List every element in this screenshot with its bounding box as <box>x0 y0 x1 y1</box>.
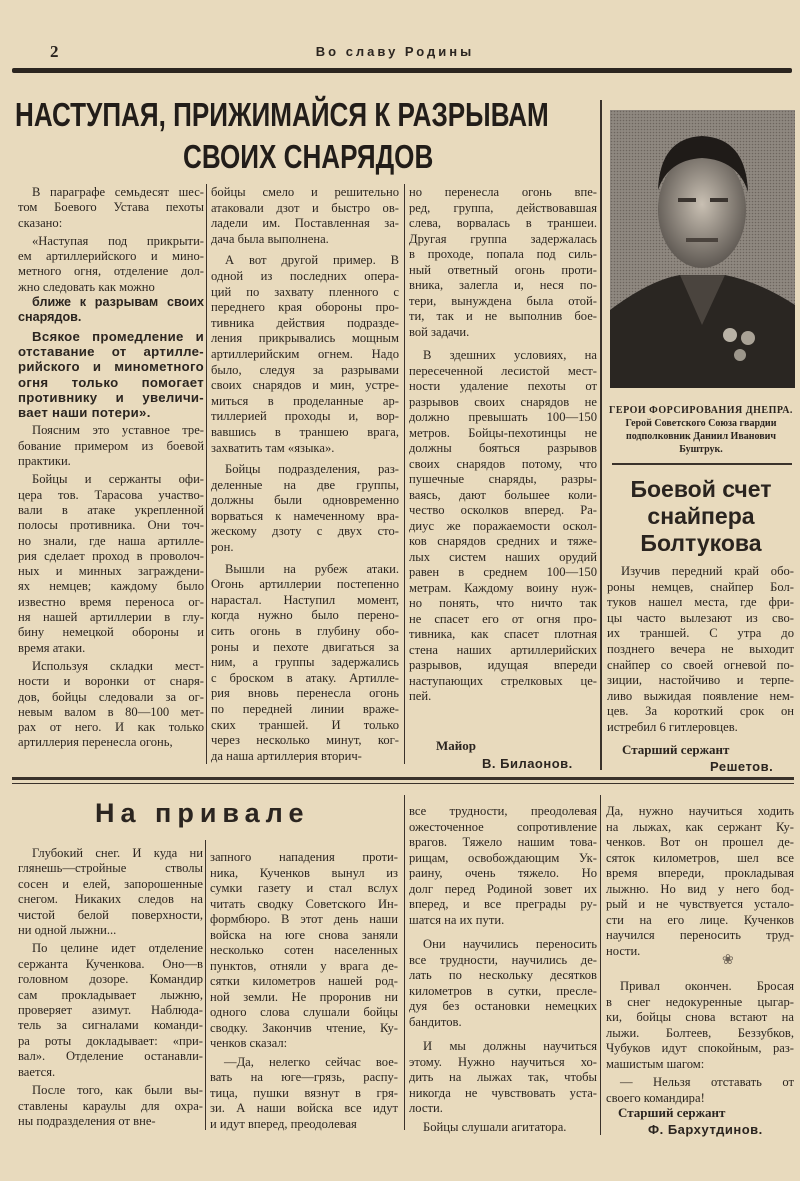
text-line: ти, так и не выполнив бое- <box>409 309 597 323</box>
text-line: жескому дзоту с двух сто- <box>211 524 399 539</box>
paragraph <box>409 1039 597 1117</box>
text-line: ним, а группы задержались <box>211 655 399 670</box>
portrait-photo <box>610 110 795 388</box>
text-line: ни одной лыжни... <box>18 923 117 938</box>
text-line: рон. <box>211 540 234 555</box>
text-line: проверяет азимут. Наблюда- <box>18 1003 203 1018</box>
text-line: тица, пушки вязнут в гря- <box>210 1085 398 1100</box>
text-line: миться в проделанные ар- <box>211 393 399 408</box>
bottom-column-2 <box>210 847 398 1132</box>
text-line: И мы должны научиться <box>423 1039 597 1053</box>
caption-title: ГЕРОИ ФОРСИРОВАНИЯ ДНЕПРА. <box>609 405 793 416</box>
paragraph <box>211 462 399 556</box>
text-line: через несколько минут, ког- <box>211 733 399 748</box>
article-column-1 <box>18 182 204 751</box>
text-line: захватить там «языка». <box>211 440 335 455</box>
paragraph <box>409 937 597 1030</box>
text-line: В здешних условиях, на <box>423 348 597 362</box>
paragraph <box>18 1083 203 1129</box>
text-line: рах от него. И как только <box>18 720 204 735</box>
paragraph <box>18 295 204 326</box>
text-line: Бойцы подразделения, раз- <box>225 462 399 477</box>
section-rule <box>12 777 794 780</box>
text-line: рийского и минометного <box>18 359 204 375</box>
text-line: Привал окончен. Бросая <box>620 979 794 993</box>
text-line: когда нужно было перено- <box>211 608 399 623</box>
text-line: дов, бойцы следовали за ог- <box>18 689 204 704</box>
text-line: Вышли на рубеж атаки. <box>225 561 399 576</box>
text-line: не спасет его от огня про- <box>409 611 597 626</box>
text-line: с броском в атаку. Артилле- <box>211 670 399 685</box>
text-line: снарядов. <box>18 310 82 325</box>
text-line: ны подразделения от вне- <box>18 1113 156 1128</box>
paragraph <box>409 348 597 705</box>
text-line: сумки газету и стал вслух <box>210 881 398 895</box>
text-line: метрам. Каждому воину нуж- <box>409 580 597 595</box>
text-line: вперед, и все преграды ру- <box>409 897 597 911</box>
text-line: войска на юге снова заняли <box>210 927 398 942</box>
text-line: зиции, настойчиво и терпе- <box>607 673 794 688</box>
text-line: метного огня, отделение дол- <box>18 264 204 279</box>
text-line: роны немцев, снайпер Бол- <box>607 579 794 594</box>
text-line: километров в сутки, пресле- <box>409 983 597 998</box>
text-line: После того, как были вы- <box>32 1083 203 1098</box>
text-line: — Нельзя отставать от <box>620 1075 794 1089</box>
paragraph <box>409 804 597 928</box>
text-line: По целине идет отделение <box>32 941 203 956</box>
text-line: ливо выжидая появление нем- <box>607 688 794 703</box>
caption-rule <box>612 463 792 465</box>
text-line: должны были одновременно <box>211 493 399 508</box>
text-line: Чубуков идут спокойным, раз- <box>606 1041 794 1055</box>
text-line: сти на его лице. Кученков <box>606 912 794 927</box>
text-line: пунктов, отняли у врага де- <box>210 958 398 973</box>
text-line: было, следуя за разрывами <box>211 362 399 377</box>
text-line: нарастал. Наступил момент, <box>211 592 399 607</box>
text-line: снайпер со своей огневой по- <box>607 657 794 672</box>
text-line: невым валом в 80—100 мет- <box>18 704 204 719</box>
text-line: ня нашей артиллерии в глу- <box>18 610 204 625</box>
text-line: огня только помогает <box>18 374 204 390</box>
text-line: но перенесла огонь впе- <box>409 185 597 199</box>
text-line: стена наших артиллерийских <box>409 642 597 657</box>
author-name: В. Билаонов. <box>482 756 573 771</box>
paragraph <box>409 185 597 340</box>
text-line: ладели им. Поставленная за- <box>211 216 399 231</box>
text-line: рия сделает проход в проволоч- <box>18 548 204 563</box>
author-name: Ф. Бархутдинов. <box>648 1122 763 1137</box>
text-line: ожесточенное сопротивление <box>409 819 597 834</box>
text-line: чистой белой поверхности, <box>18 907 203 922</box>
text-line: ближе к разрывам своих <box>32 295 204 310</box>
text-line: одной из последних опера- <box>211 268 399 283</box>
text-line: рищам, освобождающим Ук- <box>409 850 597 865</box>
text-line: ворваться к намеченному вра- <box>211 508 399 523</box>
text-line: но понять, что ничто так <box>409 596 597 610</box>
column-divider <box>600 100 602 770</box>
text-line: разрывов своих снарядов не <box>409 394 597 409</box>
text-line: но знали, где наша артилле- <box>18 533 204 548</box>
paragraph <box>606 1075 794 1106</box>
text-line: в проходе, попала под силь- <box>409 247 597 261</box>
text-line: дуя без остановки немецких <box>409 999 597 1013</box>
text-line: сяток километров, шел все <box>606 850 794 865</box>
text-line: деленные на две группы, <box>211 477 399 492</box>
paragraph <box>211 562 399 765</box>
text-line: снегом. Никаких следов на <box>18 892 203 907</box>
text-line: бойцы смело и решительно <box>211 185 399 199</box>
paragraph <box>18 941 203 1080</box>
text-line: рый и не чувствуется устало- <box>606 897 794 911</box>
text-line: ченков. Вот он прошел де- <box>606 835 794 849</box>
text-line: сводку. Закончив чтение, Ку- <box>210 1020 398 1035</box>
text-line: глянешь—стройные стволы <box>18 861 203 876</box>
text-line: цера тов. Тарасова участво- <box>18 487 204 502</box>
text-line: Бойцы и сержанты офи- <box>32 472 204 487</box>
text-line: лать по нескольку десятков <box>409 968 597 982</box>
text-line: ной земли. Не проронив ни <box>210 989 398 1004</box>
bottom-column-4 <box>606 801 794 1106</box>
text-line: отставание от артилле- <box>18 343 204 359</box>
text-line: научился переносить труд- <box>606 928 794 942</box>
text-line: ских траншей. И только <box>211 717 399 732</box>
text-line: вается. <box>18 1064 56 1079</box>
text-line: несколько сотен населенных <box>210 943 398 957</box>
caption-text: Герой Советского Союза гвардии подполковник Даниил Иванович Буштрук. <box>625 418 777 455</box>
text-line: ставлены караулы для охра- <box>18 1098 203 1113</box>
author-rank: Майор <box>436 738 476 753</box>
text-line: ра роты докладывает: «при- <box>18 1033 203 1048</box>
newspaper-title: Во славу Родины <box>315 44 475 59</box>
text-line: слева, ворвалась в траншеи. <box>409 216 597 230</box>
text-line: А вот другой пример. В <box>225 253 399 268</box>
text-line: должно превышать 100—150 <box>409 410 597 424</box>
text-line: дить на лыжах так, чтобы <box>409 1070 597 1084</box>
article-column-2 <box>211 182 399 764</box>
paragraph <box>18 234 204 295</box>
text-line: противнику и увеличи- <box>18 389 204 405</box>
text-line: ред, группа, действовавшая <box>409 200 597 215</box>
text-line: ный ответный огонь проти- <box>409 262 597 277</box>
text-line: время впереди, прокладывая <box>606 866 794 880</box>
text-line: пей. <box>409 689 432 703</box>
column-divider <box>404 795 405 1130</box>
text-line: по передней линии враже- <box>211 702 399 716</box>
text-line: сказано: <box>18 215 63 230</box>
text-line: запного нападения проти- <box>210 850 398 864</box>
text-line: сержанта Кученкова. Оно—в <box>18 956 203 971</box>
text-line: В параграфе семьдесят шес- <box>32 185 204 199</box>
text-line: туков нашел места, где фри- <box>607 595 794 610</box>
paragraph <box>18 472 204 656</box>
text-line: метров. Бойцы-пехотинцы не <box>409 425 597 440</box>
text-line: да наша артиллерия вторич- <box>211 748 362 763</box>
text-line: читать сводку Советского Ин- <box>210 896 398 911</box>
text-line: Другая группа задержалась <box>409 231 597 246</box>
paragraph <box>606 979 794 1072</box>
text-line: все трудности, научились де- <box>409 952 597 967</box>
paragraph <box>211 185 399 247</box>
text-line: лых систем наших орудий <box>409 549 597 564</box>
text-line: Они научились переносить <box>423 937 597 951</box>
text-line: вой задачи. <box>409 324 470 339</box>
text-line: Глубокий снег. И куда ни <box>32 846 203 860</box>
text-line: «Наступая под прикрыти- <box>32 233 204 248</box>
text-line: наступающих стрелковых це- <box>409 673 597 688</box>
column-divider <box>600 795 601 1135</box>
text-line: ях немцев; каждому было <box>18 579 204 594</box>
text-line: тиллерией проходы и, вор- <box>211 409 399 424</box>
text-line: ника, Кученков вынул из <box>210 865 398 880</box>
text-line: тери, вынуждена была отой- <box>409 293 597 308</box>
text-line: сятки километров нашей род- <box>210 974 398 988</box>
text-line: истребил 6 гитлеровцев. <box>607 719 738 734</box>
paragraph <box>18 659 204 751</box>
author-rank: Старший сержант <box>618 1105 726 1120</box>
text-line: своих снарядов потому, что <box>409 456 597 471</box>
text-line: артиллерия перенесла огонь, <box>18 735 173 750</box>
text-line: формбюро. В этот день наши <box>210 912 398 926</box>
paragraph <box>210 850 398 1052</box>
text-line: тивника действия подразде- <box>211 315 399 330</box>
bottom-column-1 <box>18 843 203 1129</box>
text-line: никогда не чувствовать уста- <box>409 1085 597 1100</box>
headline-line-1: НАСТУПАЯ, ПРИЖИМАЙСЯ К РАЗРЫВАМ <box>15 96 549 133</box>
title-line: снайпера <box>647 503 755 529</box>
text-line: пересеченной лесистой мест- <box>409 363 597 378</box>
text-line: ки, бойцы снова встают на <box>606 1010 794 1024</box>
text-line: ления прикрывались мощным <box>211 331 399 346</box>
text-line: сам прокладывает лыжню, <box>18 987 203 1002</box>
text-line: цев. За короткий срок он <box>607 704 794 719</box>
section-rule <box>12 783 794 784</box>
text-line: —Да, нелегко сейчас вое- <box>224 1054 398 1069</box>
column-divider <box>205 840 206 1130</box>
text-line: жно следовать как можно <box>18 279 155 294</box>
text-line: шатся на их пути. <box>409 912 505 927</box>
text-line: ности удаление пехоты от <box>409 379 597 393</box>
text-line: головном дозоре. Командир <box>18 972 203 987</box>
text-line: в снег недокуренные цыгар- <box>606 994 794 1009</box>
text-line: своих снарядов и мин, устре- <box>211 378 399 393</box>
text-line: известно время переноса ог- <box>18 594 204 609</box>
text-line: переднего края обороны про- <box>211 300 399 315</box>
text-line: на лыжах, как сержант Ку- <box>606 819 794 834</box>
title-line: Боевой счет <box>630 476 772 502</box>
text-line: Бойцы слушали агитатора. <box>423 1119 567 1134</box>
text-line: машистым шагом: <box>606 1056 705 1071</box>
text-line: этому. Нужно научиться хо- <box>409 1054 597 1069</box>
text-line: полосы противника. Они точ- <box>18 518 204 533</box>
text-line: лыжи. Болтеев, Беззубков, <box>606 1025 794 1040</box>
text-line: Огонь артиллерии постепенно <box>211 577 399 592</box>
author-rank: Старший сержант <box>622 742 730 757</box>
text-line: бину немецкой обороны и <box>18 625 204 640</box>
text-line: роны и пехоте двигаться за <box>211 639 399 654</box>
paragraph <box>210 1055 398 1133</box>
text-line: врагов. Тяжело нашим това- <box>409 835 597 849</box>
text-line: бование примером из боевой <box>18 438 204 453</box>
text-line: разрывов, идущая впереди <box>409 658 597 672</box>
text-line: ности. <box>606 943 641 958</box>
text-line: вавшись в траншею врага, <box>211 424 399 439</box>
text-line: рия вновь перенесла огонь <box>211 686 399 701</box>
text-line: тель за сигналами команди- <box>18 1018 203 1033</box>
article-headline <box>15 96 595 176</box>
text-line: практики. <box>18 454 71 469</box>
text-line: лости. <box>409 1101 443 1115</box>
bottom-column-3 <box>409 801 597 1135</box>
paragraph <box>18 329 204 421</box>
text-line: должны бояться разрывов <box>409 441 597 455</box>
paragraph <box>211 253 399 456</box>
bottom-article-title: На привале <box>95 798 310 828</box>
text-line: вали в атаке укрепленной <box>18 502 204 517</box>
text-line: Изучив передний край обо- <box>621 564 794 578</box>
text-line: пушечные снаряды, разры- <box>409 472 597 486</box>
text-line: ций по захвату пленного с <box>211 284 399 299</box>
text-line: их траншей. С утра до <box>607 626 794 641</box>
text-line: ваясь, дают большее коли- <box>409 487 597 502</box>
text-line: своего командира! <box>606 1090 705 1105</box>
text-line: сосен и елей, запорошенные <box>18 876 203 891</box>
text-line: Поясним это уставное тре- <box>32 423 204 438</box>
sniper-article-title <box>606 476 796 557</box>
text-line: сить огонь в глубину обо- <box>211 624 399 639</box>
text-line: ных и минных заграждени- <box>18 564 204 579</box>
headline-line-2: СВОИХ СНАРЯДОВ <box>183 138 434 175</box>
text-line: вать на юге—грязь, распу- <box>210 1070 398 1084</box>
text-line: атаковали дзот и быстро ов- <box>211 200 399 215</box>
text-line: вал». Отделение останавли- <box>18 1049 203 1064</box>
page-number: 2 <box>50 42 59 61</box>
text-line: дача была выполнена. <box>211 231 329 246</box>
author-name: Решетов. <box>710 759 774 774</box>
paragraph <box>18 185 204 231</box>
paragraph <box>607 564 794 736</box>
text-line: бандитов. <box>409 1014 462 1029</box>
sniper-article-body <box>607 561 794 736</box>
paragraph <box>18 423 204 469</box>
paragraph <box>18 846 203 938</box>
text-line: чество осколков вперед. Ра- <box>409 503 597 517</box>
ornament-icon: ❀ <box>722 953 734 968</box>
text-line: ем артиллерийского и мино- <box>18 249 204 264</box>
text-line: позднего вечера не выходит <box>607 641 794 656</box>
text-line: цы часто вылезают из сво- <box>607 610 794 625</box>
text-line: Да, нужно научиться ходить <box>606 804 794 818</box>
title-line: Болтукова <box>640 530 762 556</box>
header-rule <box>12 68 792 73</box>
text-line: время атаки. <box>18 640 86 655</box>
column-divider <box>206 184 207 764</box>
photo-caption <box>606 404 796 456</box>
paragraph <box>606 804 794 959</box>
text-line: вает наши потери». <box>18 405 151 421</box>
text-line: ности и воронки от снаря- <box>18 674 204 689</box>
text-line: том Боевого Устава пехоты <box>18 200 204 215</box>
text-line: одного слова слушали бойцы <box>210 1005 398 1019</box>
text-line: зи. А наши войска все идут <box>210 1101 398 1115</box>
text-line: диус же поражаемости оскол- <box>409 518 597 533</box>
paragraph <box>409 1120 597 1136</box>
text-line: тивника, как спасет плотная <box>409 627 597 641</box>
text-line: Всякое промедление и <box>32 328 204 344</box>
text-line: лыжню. Но вид у него бод- <box>606 881 794 896</box>
text-line: Используя складки мест- <box>32 658 204 673</box>
text-line: вника, залегла и, неся по- <box>409 278 597 292</box>
text-line: раину, очень тяжело. Но <box>409 866 597 880</box>
column-divider <box>404 184 405 764</box>
text-line: артиллерийским огнем. Надо <box>211 346 399 361</box>
text-line: ков снарядов средних и тяже- <box>409 534 597 548</box>
text-line: и идут вперед, преодолевая <box>210 1116 357 1131</box>
text-line: равен в среднем 100—150 <box>409 565 597 579</box>
article-column-3 <box>409 182 597 705</box>
text-line: все трудности, преодолевая <box>409 804 597 818</box>
text-line: ченков сказал: <box>210 1036 288 1050</box>
text-line: долг перед Родиной зовет их <box>409 881 597 896</box>
